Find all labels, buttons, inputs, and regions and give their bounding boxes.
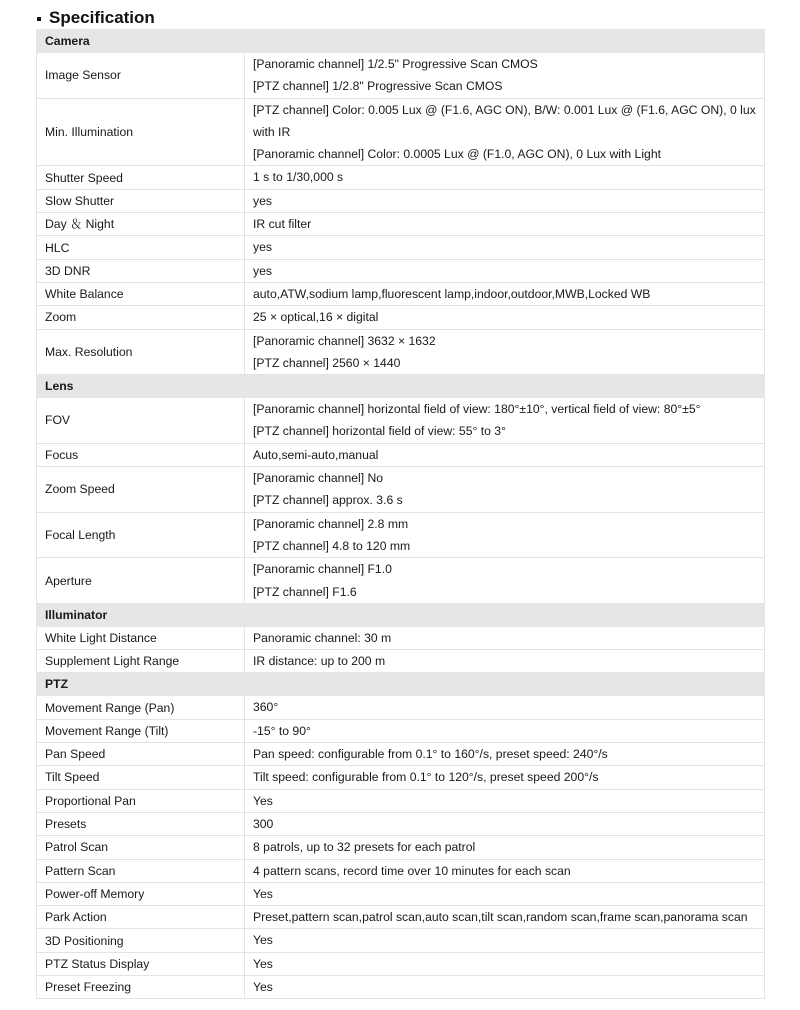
spec-value-line: [PTZ channel] 4.8 to 120 mm	[253, 538, 411, 553]
section-title: Camera	[37, 30, 765, 53]
spec-value	[245, 975, 765, 998]
table-row	[37, 859, 765, 882]
spec-value-line: [PTZ channel] 1/2.8" Progressive Scan CMOS	[253, 79, 503, 94]
bullet-icon	[37, 17, 41, 21]
spec-label: Day ＆ Night	[37, 213, 245, 236]
section-title: Illuminator	[37, 603, 765, 626]
spec-value	[245, 650, 765, 673]
spec-value-line: Tilt speed: configurable from 0.1° to 120°/s, preset speed 200°/s	[253, 770, 599, 785]
spec-value-line: [PTZ channel] 2560 × 1440	[253, 355, 401, 370]
spec-label: Tilt Speed	[37, 766, 245, 789]
spec-value-line: Yes	[253, 886, 273, 901]
table-row	[37, 929, 765, 952]
spec-value-line: Panoramic channel: 30 m	[253, 630, 392, 645]
spec-label: PTZ Status Display	[37, 952, 245, 975]
spec-label: Zoom Speed	[37, 467, 245, 513]
spec-value	[245, 467, 765, 513]
page-title-text: Specification	[49, 8, 155, 27]
spec-label: Movement Range (Tilt)	[37, 719, 245, 742]
spec-value-line: Yes	[253, 933, 273, 948]
table-row	[37, 975, 765, 998]
table-row	[37, 789, 765, 812]
table-row	[37, 812, 765, 835]
spec-value-line: 8 patrols, up to 32 presets for each patrol	[253, 840, 476, 855]
spec-value-line: [PTZ channel] F1.6	[253, 584, 357, 599]
table-row	[37, 906, 765, 929]
spec-label: Max. Resolution	[37, 329, 245, 375]
spec-value-line: Yes	[253, 979, 273, 994]
table-row	[37, 282, 765, 305]
spec-value-line: 1 s to 1/30,000 s	[253, 170, 344, 185]
table-row	[37, 558, 765, 604]
table-row	[37, 259, 765, 282]
table-row	[37, 650, 765, 673]
spec-value-line: [Panoramic channel] F1.0	[253, 562, 392, 577]
table-row	[37, 626, 765, 649]
spec-value	[245, 236, 765, 259]
spec-label: Aperture	[37, 558, 245, 604]
spec-value	[245, 189, 765, 212]
spec-value	[245, 443, 765, 466]
table-row	[37, 166, 765, 189]
spec-value-line: Pan speed: configurable from 0.1° to 160°/s, preset speed: 240°/s	[253, 747, 608, 762]
spec-value-line: 360°	[253, 700, 279, 715]
table-row	[37, 53, 765, 99]
table-row	[37, 952, 765, 975]
spec-value	[245, 282, 765, 305]
section-header-lens	[37, 375, 765, 398]
spec-value	[245, 836, 765, 859]
spec-value-line: auto,ATW,sodium lamp,fluorescent lamp,indoor,outdoor,MWB,Locked WB	[253, 286, 651, 301]
spec-value	[245, 952, 765, 975]
spec-value	[245, 766, 765, 789]
table-row	[37, 398, 765, 444]
section-title: PTZ	[37, 673, 765, 696]
spec-label: Focal Length	[37, 512, 245, 558]
spec-value-line: yes	[253, 193, 272, 208]
spec-label: 3D Positioning	[37, 929, 245, 952]
spec-value	[245, 906, 765, 929]
spec-value-line: [PTZ channel] horizontal field of view: 55° to 3°	[253, 424, 506, 439]
spec-value	[245, 306, 765, 329]
table-row	[37, 467, 765, 513]
table-row	[37, 443, 765, 466]
spec-value-line: IR distance: up to 200 m	[253, 654, 386, 669]
table-row	[37, 306, 765, 329]
spec-value-line: Yes	[253, 956, 273, 971]
spec-value-line: Auto,semi-auto,manual	[253, 447, 379, 462]
spec-value	[245, 859, 765, 882]
spec-value-line: [PTZ channel] Color: 0.005 Lux @ (F1.6, AGC ON), B/W: 0.001 Lux @ (F1.6, AGC ON), 0 lux with IR	[253, 102, 756, 139]
spec-value	[245, 558, 765, 604]
spec-label: Focus	[37, 443, 245, 466]
table-row	[37, 98, 765, 166]
spec-value	[245, 512, 765, 558]
spec-label: White Light Distance	[37, 626, 245, 649]
spec-label: Image Sensor	[37, 53, 245, 99]
spec-value	[245, 166, 765, 189]
spec-value-line: [Panoramic channel] Color: 0.0005 Lux @ (F1.0, AGC ON), 0 Lux with Light	[253, 147, 661, 162]
spec-label: FOV	[37, 398, 245, 444]
spec-label: HLC	[37, 236, 245, 259]
spec-value	[245, 98, 765, 166]
spec-value-line: -15° to 90°	[253, 723, 311, 738]
table-row	[37, 236, 765, 259]
table-row	[37, 189, 765, 212]
spec-label: Power-off Memory	[37, 882, 245, 905]
page-title	[37, 5, 155, 31]
spec-value-line: Preset,pattern scan,patrol scan,auto scan,tilt scan,random scan,frame scan,panorama scan	[253, 910, 748, 925]
spec-label: Proportional Pan	[37, 789, 245, 812]
spec-value-line: 300	[253, 816, 274, 831]
spec-value-line: yes	[253, 240, 272, 255]
spec-value-line: yes	[253, 263, 272, 278]
spec-value	[245, 789, 765, 812]
spec-value-line: [Panoramic channel] 1/2.5" Progressive Scan CMOS	[253, 57, 538, 71]
spec-value	[245, 743, 765, 766]
spec-value	[245, 929, 765, 952]
section-header-camera	[37, 30, 765, 53]
spec-label: Pattern Scan	[37, 859, 245, 882]
spec-label: Zoom	[37, 306, 245, 329]
table-row	[37, 329, 765, 375]
spec-label: Slow Shutter	[37, 189, 245, 212]
spec-label: Patrol Scan	[37, 836, 245, 859]
table-row	[37, 719, 765, 742]
spec-label: 3D DNR	[37, 259, 245, 282]
table-row	[37, 743, 765, 766]
spec-label: Shutter Speed	[37, 166, 245, 189]
spec-label: Min. Illumination	[37, 98, 245, 166]
spec-value-line: IR cut filter	[253, 217, 312, 232]
spec-value	[245, 882, 765, 905]
table-row	[37, 836, 765, 859]
spec-value	[245, 719, 765, 742]
spec-label: White Balance	[37, 282, 245, 305]
spec-value	[245, 626, 765, 649]
spec-label: Pan Speed	[37, 743, 245, 766]
specification-table	[36, 29, 765, 999]
spec-value-line: Yes	[253, 793, 273, 808]
spec-value-line: [Panoramic channel] 2.8 mm	[253, 516, 409, 531]
spec-label: Presets	[37, 812, 245, 835]
specification-table-body	[37, 30, 765, 999]
spec-value-line: 4 pattern scans, record time over 10 minutes for each scan	[253, 863, 571, 878]
spec-value-line: [Panoramic channel] horizontal field of view: 180°±10°, vertical field of view: 80°±5°	[253, 402, 701, 417]
spec-value	[245, 53, 765, 99]
table-row	[37, 766, 765, 789]
spec-value-line: 25 × optical,16 × digital	[253, 310, 379, 325]
spec-value	[245, 213, 765, 236]
spec-value	[245, 329, 765, 375]
spec-value	[245, 259, 765, 282]
spec-label: Park Action	[37, 906, 245, 929]
spec-value-line: [Panoramic channel] No	[253, 471, 384, 486]
spec-value	[245, 812, 765, 835]
spec-value	[245, 398, 765, 444]
spec-label: Supplement Light Range	[37, 650, 245, 673]
spec-value-line: [Panoramic channel] 3632 × 1632	[253, 333, 436, 348]
spec-value-line: [PTZ channel] approx. 3.6 s	[253, 493, 403, 508]
table-row	[37, 512, 765, 558]
table-row	[37, 882, 765, 905]
table-row	[37, 213, 765, 236]
spec-label: Movement Range (Pan)	[37, 696, 245, 719]
section-title: Lens	[37, 375, 765, 398]
spec-value	[245, 696, 765, 719]
spec-label: Preset Freezing	[37, 975, 245, 998]
table-row	[37, 696, 765, 719]
section-header-illuminator	[37, 603, 765, 626]
section-header-ptz	[37, 673, 765, 696]
